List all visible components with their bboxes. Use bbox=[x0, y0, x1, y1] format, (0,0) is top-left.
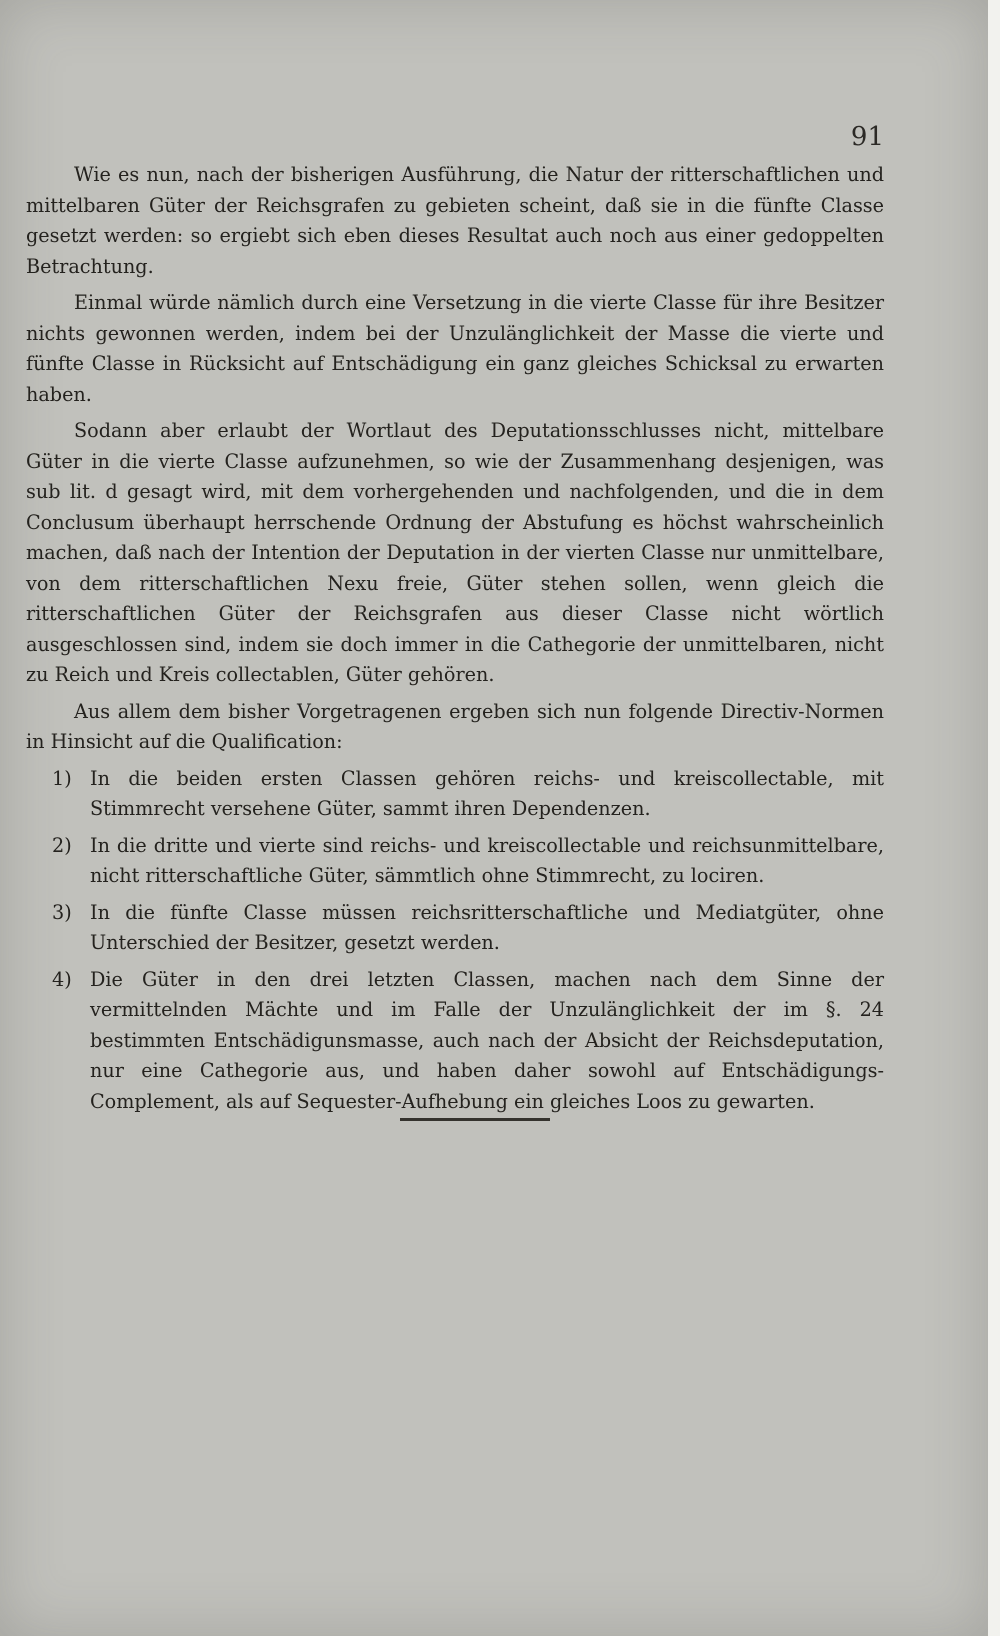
list-number: 4) bbox=[52, 967, 72, 991]
page-edge bbox=[988, 0, 1000, 1636]
directive-list bbox=[26, 764, 884, 1118]
paragraph: Wie es nun, nach der bisherigen Ausführung, die Natur der ritterschaftlichen und mittelbaren Güter der Reichsgrafen zu gebieten scheint, daß sie in die fünfte Classe gesetzt werden: so ergiebt sich eben dieses Resultat auch noch aus einer gedoppelten Betrachtung. bbox=[26, 163, 884, 278]
list-item bbox=[26, 898, 884, 959]
section-divider bbox=[400, 1118, 550, 1121]
paragraph: Sodann aber erlaubt der Wortlaut des Deputationsschlusses nicht, mittelbare Güter in die vierte Classe aufzunehmen, so wie der Zusammenhang desjenigen, was sub lit. d gesagt wird, mit dem vorhergehenden und nachfolgenden, und die in dem Conclusum überhaupt herrschende Ordnung der Abstufung es höchst wahrscheinlich machen, daß nach der Intention der Deputation in der vierten Classe nur unmittelbare, von dem ritterschaftlichen Nexu freie, Güter stehen sollen, wenn gleich die ritterschaftlichen Güter der Reichsgrafen aus dieser Classe nicht wörtlich ausgeschlossen sind, indem sie doch immer in die Cathegorie der unmittelbaren, nicht zu Reich und Kreis collectablen, Güter gehören. bbox=[26, 419, 884, 686]
list-number: 2) bbox=[52, 833, 72, 857]
paragraph: Aus allem dem bisher Vorgetragenen ergeben sich nun folgende Directiv-Normen in Hinsicht auf die Qualification: bbox=[26, 699, 884, 753]
page-number: 91 bbox=[850, 122, 884, 152]
list-text: Die Güter in den drei letzten Classen, machen nach dem Sinne der vermittelnden Mächte und im Falle der Unzulänglichkeit der im §. 24 bestimmten Entschädigunsmasse, auch nach der Absicht der Reichsdeputation, nur eine Cathegorie aus, und haben daher sowohl auf Entschädigungs-Complement, als auf Sequester-Aufhebung ein gleiches Loos zu gewarten. bbox=[90, 967, 884, 1113]
list-text: In die beiden ersten Classen gehören reichs- und kreiscollectable, mit Stimmrecht versehene Güter, sammt ihren Dependenzen. bbox=[90, 766, 884, 820]
list-item bbox=[26, 764, 884, 825]
list-number: 1) bbox=[52, 766, 72, 790]
body-text bbox=[26, 160, 884, 1123]
list-text: In die dritte und vierte sind reichs- und kreiscollectable und reichsunmittelbare, nicht ritterschaftliche Güter, sämmtlich ohne Stimmrecht, zu lociren. bbox=[90, 833, 884, 887]
list-number: 3) bbox=[52, 900, 72, 924]
list-text: In die fünfte Classe müssen reichsritterschaftliche und Mediatgüter, ohne Unterschied der Besitzer, gesetzt werden. bbox=[90, 900, 884, 954]
list-item bbox=[26, 831, 884, 892]
list-item bbox=[26, 965, 884, 1118]
paragraph: Einmal würde nämlich durch eine Versetzung in die vierte Classe für ihre Besitzer nichts gewonnen werden, indem bei der Unzulänglichkeit der Masse die vierte und fünfte Classe in Rücksicht auf Entschädigung ein ganz gleiches Schicksal zu erwarten haben. bbox=[26, 291, 884, 406]
